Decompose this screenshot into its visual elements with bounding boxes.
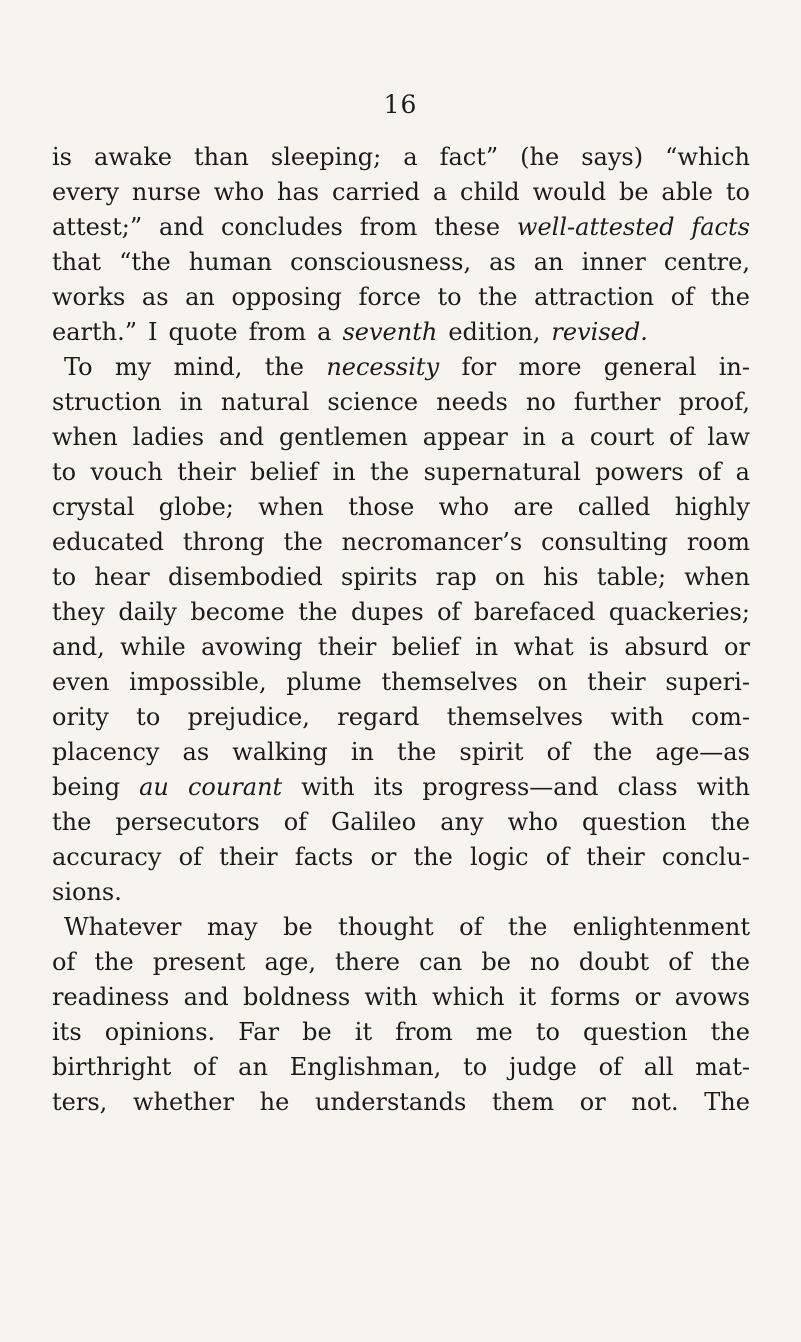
word: spirits [340,563,418,591]
word: highly [674,493,750,521]
word: conclu- [661,843,750,871]
text-line [52,385,750,420]
word: those [348,493,415,521]
word: Whatever [64,913,182,941]
word: Englishman, [289,1053,442,1081]
word: vouch [90,458,163,486]
word: disembodied [167,563,323,591]
word: Galileo [331,808,417,836]
word: their [177,458,236,486]
word: readiness [52,983,170,1011]
word: of [697,458,722,486]
word: of [545,843,570,871]
word: Far [238,1018,280,1046]
word: the [413,843,453,871]
word: every [52,178,119,206]
word: an [238,1053,268,1081]
word: a [432,178,448,206]
text-line [52,560,750,595]
word: being [52,773,121,801]
word: no [525,388,556,416]
word: boldness [243,983,351,1011]
word: are [513,493,554,521]
word: present [152,948,246,976]
word: belief [391,633,460,661]
word: The [704,1088,750,1116]
word: even [52,668,110,696]
word: than [193,143,249,171]
word: ority [52,703,109,731]
word: prejudice, [187,703,310,731]
body-text [52,140,750,1120]
word: is [52,143,72,171]
word: their [219,843,278,871]
word: as [141,283,169,311]
word: has [277,178,320,206]
word: question [582,808,687,836]
word: the [369,458,410,486]
word: or [724,633,750,661]
word: necromancer’s [341,528,523,556]
word: “which [665,143,750,171]
word: fact” [439,143,499,171]
word: concludes [221,213,343,241]
word: while [120,633,186,661]
word: (he [520,143,560,171]
word: persecutors [115,808,260,836]
word: be [618,178,649,206]
word: in [179,388,203,416]
word: science [327,388,419,416]
word: with [696,773,750,801]
text-line [52,875,750,910]
word: thought [338,913,434,941]
word: force [358,283,421,311]
word: educated [52,528,164,556]
word: courant [187,773,283,801]
word: table; [596,563,667,591]
word: his [543,563,579,591]
word: themselves [446,703,584,731]
word: called [577,493,651,521]
word: carried [332,178,420,206]
text-line [52,1085,750,1120]
word: avows [674,983,750,1011]
word: plume [286,668,362,696]
text-line [52,140,750,175]
text-line [52,840,750,875]
word: placency [52,738,160,766]
word: the [593,738,633,766]
word: age, [264,948,316,976]
word: its [52,1018,82,1046]
word: to [52,458,77,486]
word: of [437,598,461,626]
word: attest;” [52,213,143,241]
word: question [582,1018,688,1046]
word: he [259,1088,290,1116]
text-line [52,735,750,770]
word: the [478,283,518,311]
word: court [589,423,655,451]
word: dupes [350,598,424,626]
word: to [437,283,462,311]
word: its [373,773,404,801]
word: human [188,248,273,276]
word: the [710,948,750,976]
word: sleeping; [270,143,382,171]
text-line [52,245,750,280]
word: able [661,178,713,206]
word: as [489,248,516,276]
word: that [52,248,102,276]
word: earth.” [52,318,137,346]
word: natural [220,388,310,416]
word: which [432,983,505,1011]
word: an [533,248,564,276]
text-line [52,315,750,350]
text-line [52,210,750,245]
word: throng [182,528,265,556]
word: “the [119,248,171,276]
word: law [707,423,750,451]
word: me [475,1018,513,1046]
word: further [573,388,661,416]
word: powers [595,458,684,486]
word: revised. [551,318,648,346]
word: on [537,668,568,696]
word: in- [718,353,750,381]
text-line [52,700,750,735]
word: appear [422,423,508,451]
text-line [52,805,750,840]
word: works [52,283,126,311]
word: the [710,808,750,836]
text-line [52,490,750,525]
word: of [178,843,202,871]
word: child [460,178,520,206]
word: I [147,318,158,346]
word: proof, [678,388,750,416]
word: would [532,178,607,206]
word: enlightenment [572,913,750,941]
word: consulting [541,528,668,556]
word: com- [691,703,750,731]
word: general [603,353,697,381]
word: mind, [173,353,243,381]
text-line [52,595,750,630]
text-line [52,350,750,385]
word: their [317,633,377,661]
word: well-attested [516,213,675,241]
word: can [419,948,463,976]
word: themselves [381,668,518,696]
text-line [52,525,750,560]
word: au [139,773,169,801]
word: a [735,458,750,486]
word: or [370,843,397,871]
word: age—as [655,738,750,766]
word: when [52,423,118,451]
word: is [588,633,609,661]
word: not. [631,1088,679,1116]
word: what [513,633,574,661]
word: gentlemen [278,423,408,451]
word: awake [94,143,172,171]
word: struction [52,388,162,416]
word: it [518,983,537,1011]
word: with [301,773,355,801]
word: no [529,948,560,976]
text-line [52,665,750,700]
word: accuracy [52,843,162,871]
word: necessity [326,353,440,381]
word: the [283,528,323,556]
word: opposing [231,283,342,311]
word: these [434,213,501,241]
word: walking [232,738,328,766]
word: nurse [131,178,201,206]
word: all [643,1053,674,1081]
word: there [335,948,401,976]
word: to [463,1053,488,1081]
word: the [264,353,305,381]
word: on [495,563,525,591]
word: and [183,983,229,1011]
word: of [669,423,693,451]
word: centre, [663,248,750,276]
word: when [258,493,324,521]
word: as [182,738,210,766]
word: supernatural [423,458,581,486]
word: quote [168,318,238,346]
word: globe; [158,493,234,521]
word: of [670,283,695,311]
word: mat- [695,1053,750,1081]
word: consciousness, [290,248,472,276]
word: with [610,703,664,731]
word: the [507,913,548,941]
word: rap [435,563,477,591]
text-line [52,945,750,980]
word: of [193,1053,217,1081]
word: an [185,283,215,311]
word: who [507,808,559,836]
word: to [52,563,77,591]
word: of [52,948,76,976]
word: sions. [52,878,122,906]
word: room [686,528,750,556]
word: doubt [578,948,650,976]
word: from [359,213,418,241]
word: any [440,808,484,836]
word: attraction [534,283,655,311]
word: in [350,738,374,766]
word: facts [294,843,354,871]
word: says) [581,143,644,171]
word: birthright [52,1053,172,1081]
word: they [52,598,105,626]
word: belief [250,458,319,486]
word: to [136,703,161,731]
word: my [114,353,152,381]
word: forms [550,983,621,1011]
word: when [684,563,750,591]
word: judge [508,1053,577,1081]
word: for [461,353,497,381]
word: whether [132,1088,234,1116]
word: the [397,738,437,766]
word: quackeries; [608,598,750,626]
word: and, [52,633,105,661]
word: superi- [665,668,750,696]
text-line [52,910,750,945]
word: regard [337,703,420,731]
word: opinions. [104,1018,216,1046]
word: understands [314,1088,467,1116]
word: who [213,178,265,206]
word: seventh [342,318,438,346]
word: facts [691,213,750,241]
word: crystal [52,493,135,521]
word: or [634,983,661,1011]
word: of [598,1053,622,1081]
word: logic [470,843,529,871]
word: with [364,983,418,1011]
word: or [579,1088,606,1116]
word: from [395,1018,453,1046]
word: it [354,1018,373,1046]
word: a [403,143,418,171]
word: daily [118,598,177,626]
word: to [535,1018,560,1046]
word: barefaced [473,598,596,626]
word: be [283,913,313,941]
word: the [710,283,750,311]
word: impossible, [129,668,267,696]
text-line [52,630,750,665]
text-line [52,420,750,455]
word: hear [94,563,150,591]
word: be [302,1018,332,1046]
word: inner [581,248,646,276]
word: edition, [448,318,541,346]
word: ters, [52,1088,108,1116]
word: avowing [201,633,303,661]
text-line [52,455,750,490]
word: the [52,808,92,836]
page-number: 16 [383,90,418,119]
word: their [586,843,645,871]
word: them [492,1088,555,1116]
word: the [298,598,338,626]
text-line [52,280,750,315]
word: who [438,493,490,521]
word: progress—and [422,773,599,801]
word: to [725,178,750,206]
word: their [587,668,646,696]
word: the [710,1018,750,1046]
word: of [668,948,692,976]
word: may [207,913,258,941]
text-line [52,980,750,1015]
word: of [546,738,570,766]
word: and [218,423,265,451]
word: To [64,353,93,381]
word: of [459,913,483,941]
word: absurd [624,633,709,661]
word: become [190,598,285,626]
text-line [52,1050,750,1085]
word: a [560,423,575,451]
word: from [248,318,307,346]
text-line [52,1015,750,1050]
word: be [481,948,511,976]
word: the [94,948,134,976]
word: in [332,458,356,486]
text-line [52,175,750,210]
word: a [317,318,332,346]
word: in [475,633,499,661]
word: in [522,423,546,451]
word: class [617,773,678,801]
word: more [518,353,582,381]
word: of [283,808,308,836]
word: ladies [132,423,205,451]
word: spirit [459,738,524,766]
text-line [52,770,750,805]
word: and [159,213,205,241]
word: needs [436,388,508,416]
